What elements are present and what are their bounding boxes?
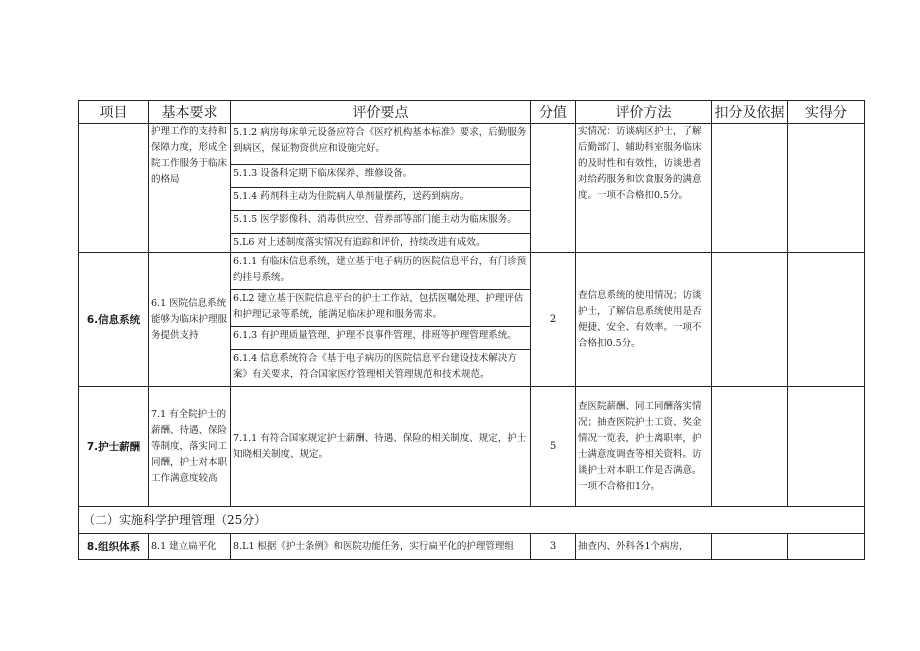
method-cell: 抽查内、外科各1个病房， xyxy=(576,534,712,560)
header-method: 评价方法 xyxy=(576,101,712,124)
method-cell: 查信息系统的使用情况；访谈护士，了解信息系统使用是否便捷、安全、有效率。一项不合格扣0.5分。 xyxy=(576,253,712,387)
section-row xyxy=(79,507,865,534)
table-row xyxy=(79,534,865,560)
requirement-cell: 6.1 医院信息系统能够为临床护理服务提供支持 xyxy=(149,253,231,387)
table-row xyxy=(79,253,865,387)
requirement-cell: 7.1 有全院护士的薪酬、待遇、保险等制度，落实同工同酬，护士对本职工作满意度较高 xyxy=(149,387,231,507)
points-cell: 8.L1 根据《护士条例》和医院功能任务，实行扁平化的护理管理组 xyxy=(231,534,531,560)
point-item: 5.1.4 药剂科主动为住院病人单剂量摆药，送药到病房。 xyxy=(231,188,530,211)
point-item: 7.1.1 有符合国家规定护士薪酬、待遇、保险的相关制度、规定，护士知晓相关制度、规定。 xyxy=(233,432,527,460)
category-cell xyxy=(79,124,149,253)
deduct-cell xyxy=(712,534,788,560)
deduct-cell xyxy=(712,253,788,387)
point-item: 6.1.4 信息系统符合《基于电子病历的医院信息平台建设技术解决方案》有关要求，符合国家医疗管理相关管理规范和技术规范。 xyxy=(233,353,517,380)
table-row xyxy=(79,387,865,507)
method-cell: 查医院薪酬、同工同酬落实情况；抽查医院护士工资、奖金情况一览表，护士离职率，护士满意度调查等相关资料。访谈护士对本职工作是否满意。一项不合格扣1分。 xyxy=(576,387,712,507)
category-cell: 8.组织体系 xyxy=(79,534,149,560)
evaluation-table xyxy=(78,100,865,560)
method-cell: 实情况：访谈病区护士，了解后勤部门、辅助科室服务临床的及时性和有效性，访谈患者对给药服务和饮食服务的满意度。一项不合格扣0.5分。 xyxy=(576,124,712,253)
header-deduct: 扣分及依据 xyxy=(712,101,788,124)
score-cell: 5 xyxy=(531,387,576,507)
score-cell xyxy=(531,124,576,253)
category-cell: 6.信息系统 xyxy=(79,253,149,387)
header-row xyxy=(79,101,865,124)
deduct-cell xyxy=(712,387,788,507)
point-item: 5.1.2 病房每床单元设备应符合《医疗机构基本标准》要求，后勤服务到病区，保证物资供应和设施完好。 xyxy=(231,124,530,165)
actual-cell xyxy=(788,387,865,507)
header-basic: 基本要求 xyxy=(149,101,231,124)
deduct-cell xyxy=(712,124,788,253)
requirement-cell: 护理工作的支持和保障力度，形成全院工作服务于临床的格局 xyxy=(149,124,231,253)
points-cell xyxy=(231,124,531,253)
requirement-cell: 8.1 建立扁平化 xyxy=(149,534,231,560)
header-points: 评价要点 xyxy=(231,101,531,124)
point-item: 5.1.5 医学影像科、消毒供应空、营养部等部门能主动为临床服务。 xyxy=(231,211,530,234)
point-item: 6.1.3 有护理质量管理、护理不良事件管理、排班等护理管理系统。 xyxy=(231,327,530,350)
point-item: 6.L2 建立基于医院信息平台的护士工作站，包括医嘱处理、护理评估和护理记录等系统，能满足临床护理和服务需求。 xyxy=(231,290,530,327)
actual-cell xyxy=(788,124,865,253)
points-cell xyxy=(231,253,531,387)
category-cell: 7.护士薪酬 xyxy=(79,387,149,507)
score-cell: 3 xyxy=(531,534,576,560)
header-item: 项目 xyxy=(79,101,149,124)
header-score: 分值 xyxy=(531,101,576,124)
point-item: 5.L6 对上述制度落实情况有追踪和评价，持续改进有成效。 xyxy=(233,237,486,248)
table-row xyxy=(79,124,865,253)
section-title: （二）实施科学护理管理（25分） xyxy=(79,507,865,534)
header-actual: 实得分 xyxy=(788,101,865,124)
evaluation-sheet xyxy=(78,100,864,560)
actual-cell xyxy=(788,534,865,560)
points-cell xyxy=(231,387,531,507)
point-item: 5.1.3 设备科定期下临床保养、维修设备。 xyxy=(231,165,530,188)
actual-cell xyxy=(788,253,865,387)
score-cell: 2 xyxy=(531,253,576,387)
point-item: 6.1.1 有临床信息系统，建立基于电子病历的医院信息平台，有门诊预约挂号系统。 xyxy=(231,253,530,290)
